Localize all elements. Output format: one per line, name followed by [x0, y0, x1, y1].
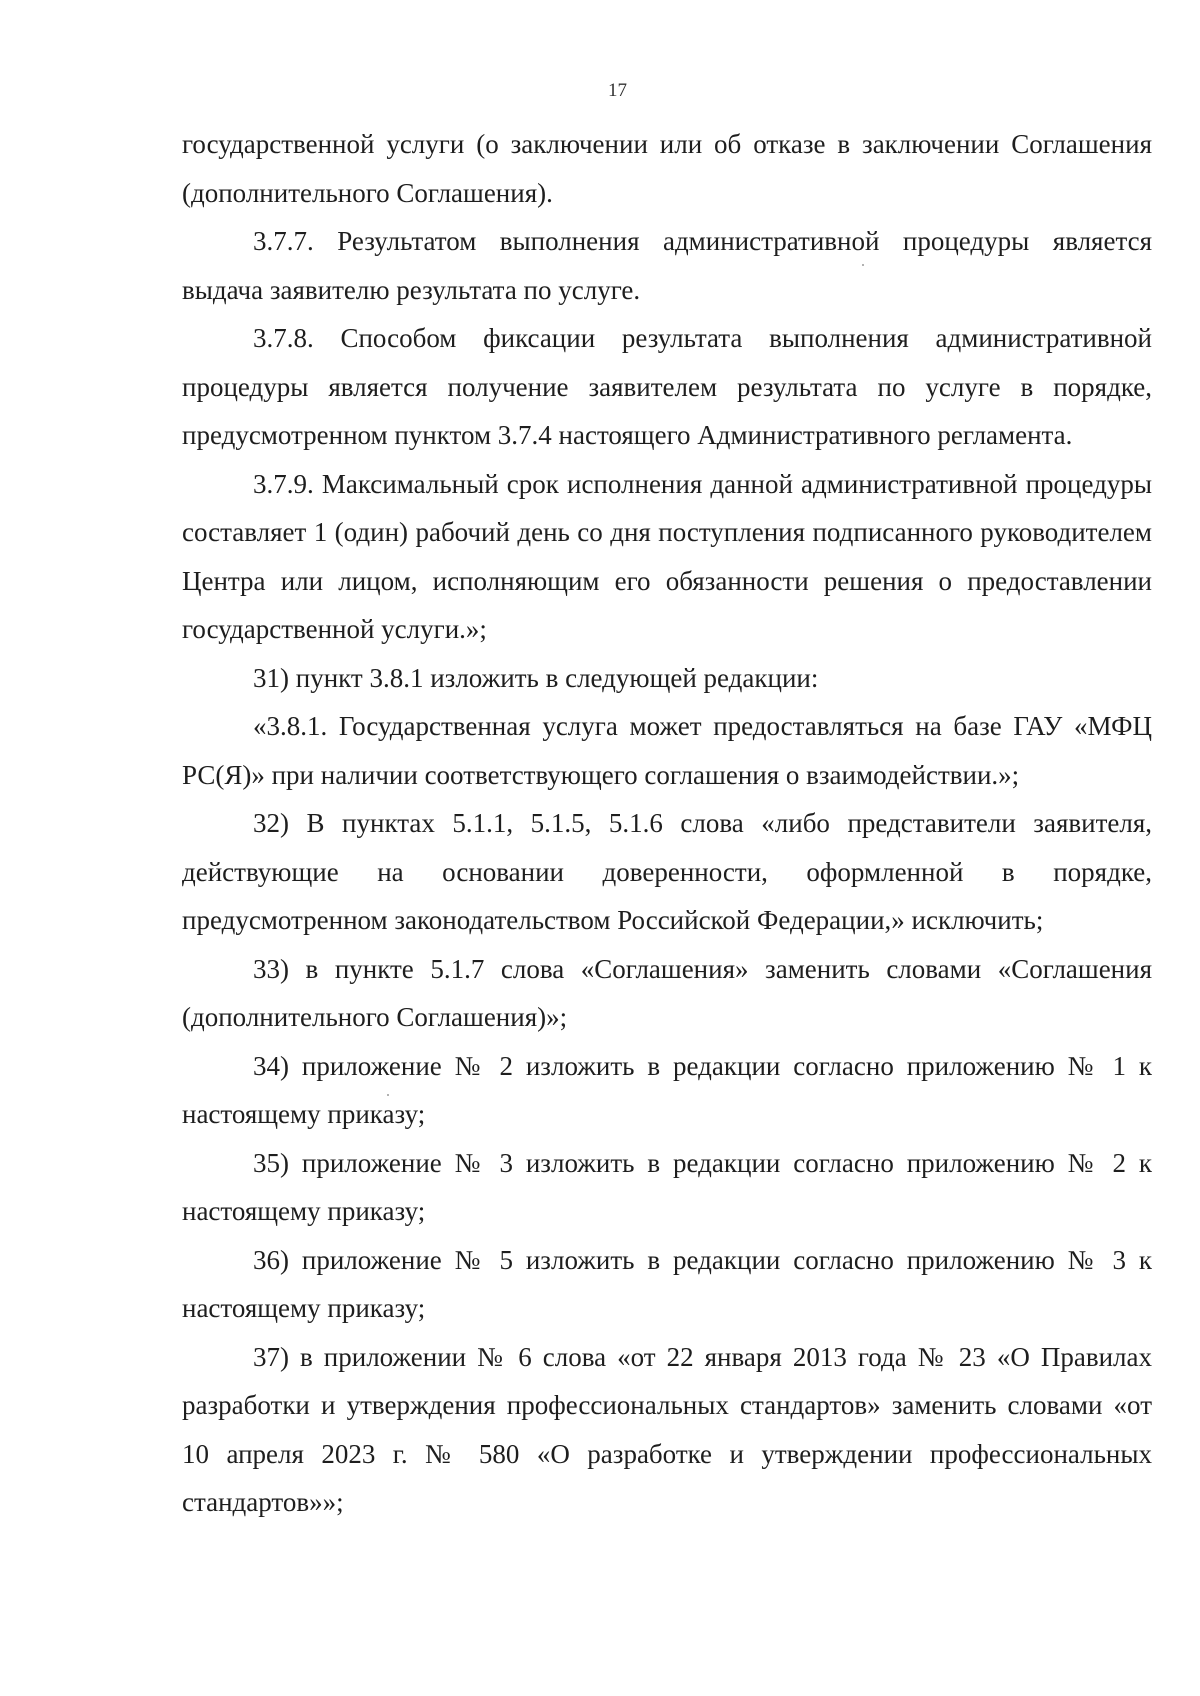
paragraph-item-33: 33) в пункте 5.1.7 слова «Соглашения» заменить словами «Соглашения (дополнительного Соглашения)»; [182, 953, 1152, 1032]
paragraph-item-36: 36) приложение № 5 изложить в редакции согласно приложению № 3 к настоящему приказу; [182, 1244, 1152, 1323]
body-text [182, 120, 1152, 1527]
paragraph-item-34: 34) приложение № 2 изложить в редакции согласно приложению № 1 к настоящему приказу; [182, 1050, 1152, 1129]
scan-speck [862, 264, 864, 266]
paragraph-3-7-7: 3.7.7. Результатом выполнения административной процедуры является выдача заявителю результата по услуге. [182, 226, 1152, 305]
paragraph-3-8-1: «3.8.1. Государственная услуга может предоставляться на базе ГАУ «МФЦ РС(Я)» при наличии соответствующего соглашения о взаимодействии.»; [182, 711, 1152, 790]
scan-speck [387, 1094, 389, 1096]
page-number: 17 [608, 80, 627, 101]
paragraph-continuation: государственной услуги (о заключении или об отказе в заключении Соглашения (дополнительного Соглашения). [182, 129, 1152, 208]
paragraph-3-7-8: 3.7.8. Способом фиксации результата выполнения административной процедуры является получение заявителем результата по услуге в порядке, предусмотренном пунктом 3.7.4 настоящего Административного регламента. [182, 323, 1152, 450]
paragraph-item-31: 31) пункт 3.8.1 изложить в следующей редакции: [253, 662, 819, 693]
paragraph-item-32: 32) В пунктах 5.1.1, 5.1.5, 5.1.6 слова «либо представители заявителя, действующие на основании доверенности, оформленной в порядке, предусмотренном законодательством Российской Федерации,» исключить; [182, 808, 1152, 935]
paragraph-item-35: 35) приложение № 3 изложить в редакции согласно приложению № 2 к настоящему приказу; [182, 1147, 1152, 1226]
paragraph-3-7-9: 3.7.9. Максимальный срок исполнения данной административной процедуры составляет 1 (один) рабочий день со дня поступления подписанного руководителем Центра или лицом, исполняющим его обязанности решения о предоставлении государственной услуги.»; [182, 468, 1152, 644]
paragraph-item-37: 37) в приложении № 6 слова «от 22 января 2013 года № 23 «О Правилах разработки и утверждения профессиональных стандартов» заменить словами «от 10 апреля 2023 г. № 580 «О разработке и утверждении профессиональных стандартов»»; [182, 1341, 1152, 1517]
